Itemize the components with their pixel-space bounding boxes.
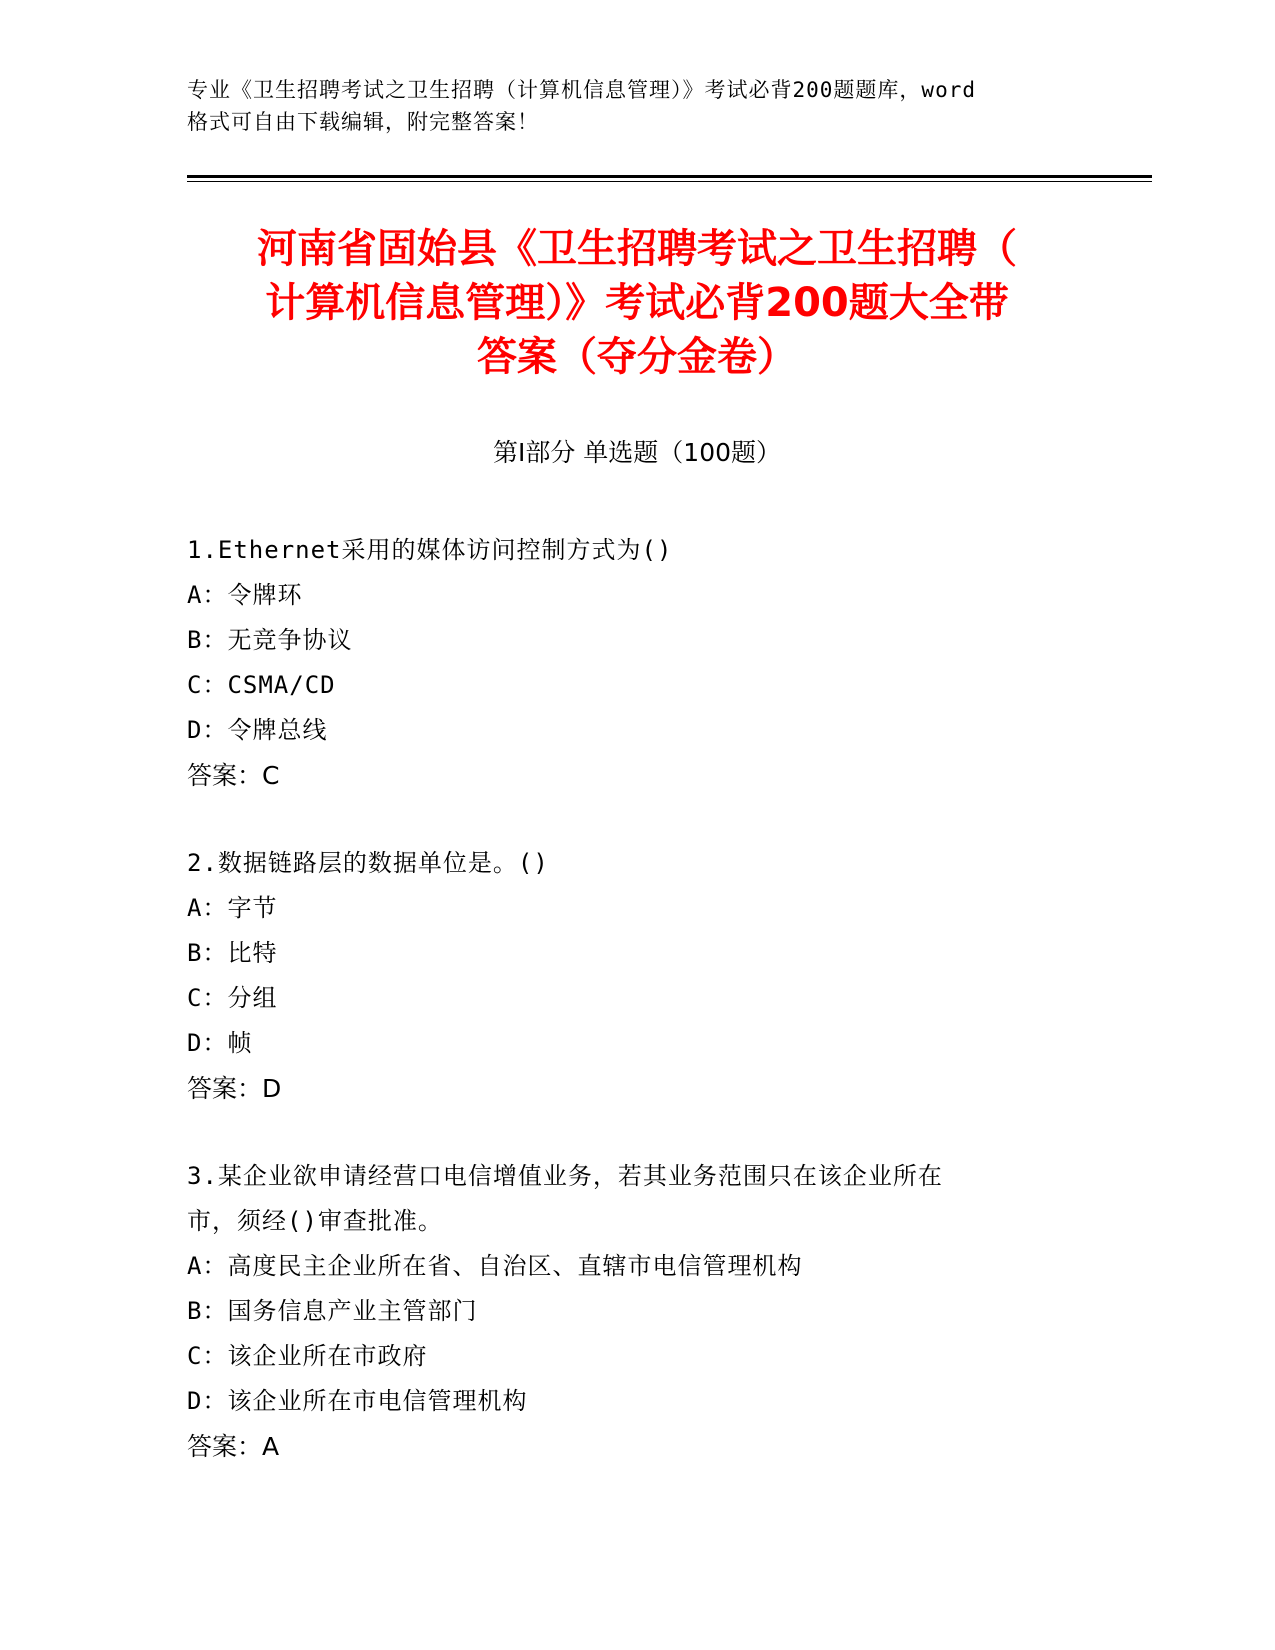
option-b: B：国务信息产业主管部门 (187, 1297, 478, 1325)
header-note (187, 74, 1087, 138)
section-heading: 第Ⅰ部分 单选题（100题） (492, 438, 782, 467)
option-a: A：字节 (187, 894, 278, 922)
option-b: B：比特 (187, 939, 278, 967)
option-a: A：令牌环 (187, 581, 303, 609)
question-list (187, 528, 1087, 1512)
header-note-line-1: 专业《卫生招聘考试之卫生招聘（计算机信息管理）》考试必背200题题库，word (187, 78, 976, 102)
option-c: C：分组 (187, 984, 278, 1012)
option-d: D：该企业所在市电信管理机构 (187, 1387, 528, 1415)
option-c: C：CSMA/CD (187, 671, 336, 699)
header-note-line-2: 格式可自由下载编辑，附完整答案！ (187, 110, 539, 134)
document-title-line-3: 答案（夺分金卷） (477, 334, 797, 380)
question-stem-line-1: 3.某企业欲申请经营口电信增值业务，若其业务范围只在该企业所在 (187, 1162, 943, 1190)
answer: 答案：D (187, 1074, 282, 1103)
option-a: A：高度民主企业所在省、自治区、直辖市电信管理机构 (187, 1252, 803, 1280)
question-stem: 2.数据链路层的数据单位是。() (187, 849, 549, 877)
document-title-line-2: 计算机信息管理）》考试必背200题大全带 (265, 280, 1009, 326)
question-stem: 1.Ethernet采用的媒体访问控制方式为() (187, 536, 673, 564)
answer: 答案：A (187, 1432, 280, 1461)
document-title-line-1: 河南省固始县《卫生招聘考试之卫生招聘（ (257, 226, 1017, 272)
option-d: D：令牌总线 (187, 716, 328, 744)
question-3 (187, 1154, 1087, 1469)
question-2 (187, 841, 1087, 1111)
header-divider-thick (187, 175, 1152, 178)
option-c: C：该企业所在市政府 (187, 1342, 428, 1370)
question-1 (187, 528, 1087, 798)
document-title (187, 222, 1087, 384)
header-divider-thin (187, 181, 1152, 182)
option-b: B：无竞争协议 (187, 626, 353, 654)
answer: 答案：C (187, 761, 280, 790)
question-stem-line-2: 市，须经()审查批准。 (187, 1207, 443, 1235)
option-d: D：帧 (187, 1029, 253, 1057)
